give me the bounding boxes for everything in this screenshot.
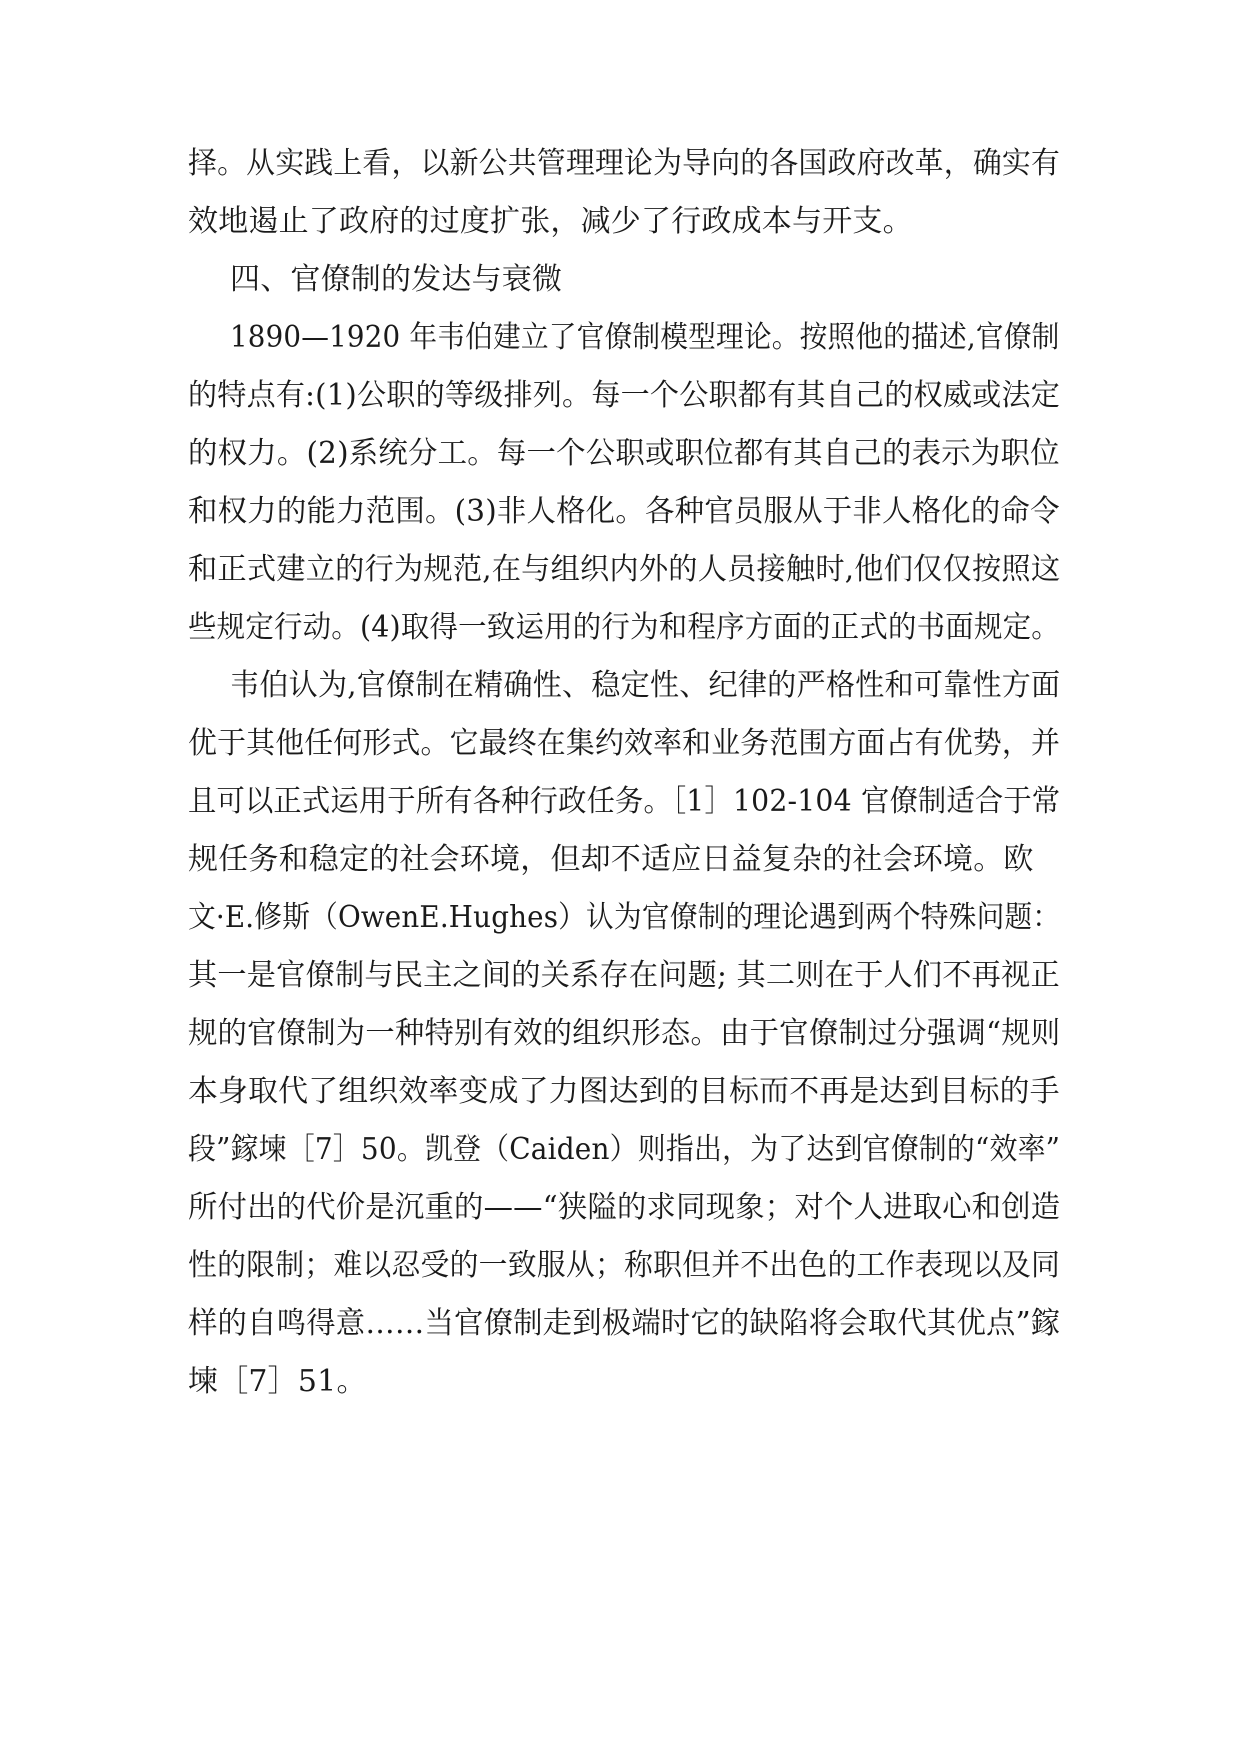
text-line-18: 段”鎵堜［7］50。凯登（Caiden）则指出，为了达到官僚制的“效率” xyxy=(188,1132,1061,1167)
text-line-9: 些规定行动。(4)取得一致运用的行为和程序方面的正式的书面规定。 xyxy=(188,610,1060,645)
text-line-16: 规的官僚制为一种特别有效的组织形态。由于官僚制过分强调“规则 xyxy=(188,1016,1061,1051)
text-line-13: 规任务和稳定的社会环境，但却不适应日益复杂的社会环境。欧 xyxy=(188,842,1034,877)
text-line-14: 文·E.修斯（OwenE.Hughes）认为官僚制的理论遇到两个特殊问题： xyxy=(188,900,1061,935)
text-line-12: 且可以正式运用于所有各种行政任务。［1］102-104 官僚制适合于常 xyxy=(188,784,1061,819)
text-line-10: 韦伯认为,官僚制在精确性、稳定性、纪律的严格性和可靠性方面 xyxy=(230,668,1061,703)
text-line-4: 1890—1920 年韦伯建立了官僚制模型理论。按照他的描述,官僚制 xyxy=(230,320,1060,355)
text-line-6: 的权力。(2)系统分工。每一个公职或职位都有其自己的表示为职位 xyxy=(188,436,1060,471)
text-line-21: 样的自鸣得意……当官僚制走到极端时它的缺陷将会取代其优点”鎵 xyxy=(188,1306,1061,1341)
text-line-17: 本身取代了组织效率变成了力图达到的目标而不再是达到目标的手 xyxy=(188,1074,1060,1109)
text-line-20: 性的限制；难以忍受的一致服从；称职但并不出色的工作表现以及同 xyxy=(188,1248,1061,1283)
text-line-11: 优于其他任何形式。它最终在集约效率和业务范围方面占有优势，并 xyxy=(188,726,1061,761)
text-line-5: 的特点有:(1)公职的等级排列。每一个公职都有其自己的权威或法定 xyxy=(188,378,1061,413)
text-line-22: 堜［7］51。 xyxy=(188,1364,367,1399)
text-line-8: 和正式建立的行为规范,在与组织内外的人员接触时,他们仅仅按照这 xyxy=(188,552,1061,587)
text-line-2: 效地遏止了政府的过度扩张，减少了行政成本与开支。 xyxy=(188,204,913,239)
text-line-15: 其一是官僚制与民主之间的关系存在问题; 其二则在于人们不再视正 xyxy=(188,958,1060,993)
text-line-19: 所付出的代价是沉重的——“狭隘的求同现象；对个人进取心和创造 xyxy=(188,1190,1061,1225)
text-line-1: 择。从实践上看，以新公共管理理论为导向的各国政府改革，确实有 xyxy=(188,146,1061,181)
text-line-7: 和权力的能力范围。(3)非人格化。各种官员服从于非人格化的命令 xyxy=(188,494,1060,529)
section-heading: 四、官僚制的发达与衰微 xyxy=(230,262,563,297)
